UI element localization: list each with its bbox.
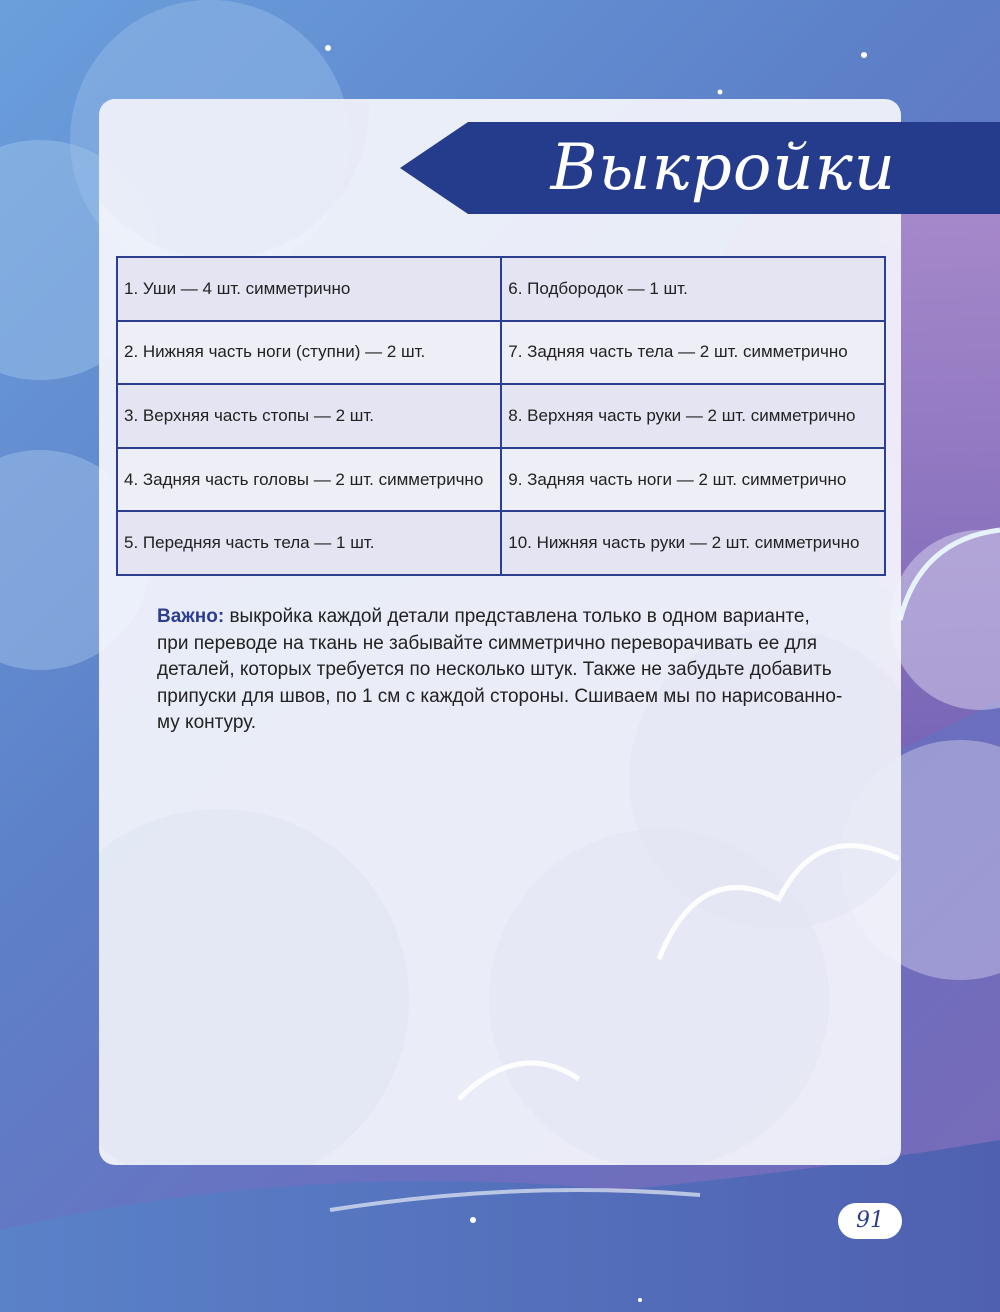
important-note [157,604,877,737]
page-title: Выкройки [550,131,896,205]
table-cell: 6. Подбородок — 1 шт. [501,257,885,321]
note-line: деталей, которых требуется по несколько штук. Также не забудьте добавить [157,659,832,680]
table-cell: 8. Верхняя часть руки — 2 шт. симметрично [501,384,885,448]
page-number: 91 [838,1203,902,1239]
note-label: Важно: [157,606,225,627]
table-cell: 3. Верхняя часть стопы — 2 шт. [117,384,501,448]
note-line: му контуру. [157,712,257,733]
table-cell: 4. Задняя часть головы — 2 шт. симметрично [117,448,501,512]
table-row [117,321,885,385]
table-cell: 2. Нижняя часть ноги (ступни) — 2 шт. [117,321,501,385]
note-text: выкройка каждой детали представлена только в одном варианте, [224,606,810,627]
note-line: припуски для швов, по 1 см с каждой стороны. Сшиваем мы по нарисованно- [157,685,843,707]
note-line: при переводе на ткань не забывайте симметрично переворачивать ее для [157,632,817,654]
table-cell: 5. Передняя часть тела — 1 шт. [117,511,501,575]
table-cell: 1. Уши — 4 шт. симметрично [117,257,501,321]
pattern-parts-table [116,256,886,576]
table-row [117,257,885,321]
table-row [117,384,885,448]
note-line [157,604,877,631]
table-row [117,511,885,575]
title-banner [400,122,1000,214]
table-cell: 9. Задняя часть ноги — 2 шт. симметрично [501,448,885,512]
table-cell: 10. Нижняя часть руки — 2 шт. симметрично [501,511,885,575]
table-cell: 7. Задняя часть тела — 2 шт. симметрично [501,321,885,385]
table-row [117,448,885,512]
